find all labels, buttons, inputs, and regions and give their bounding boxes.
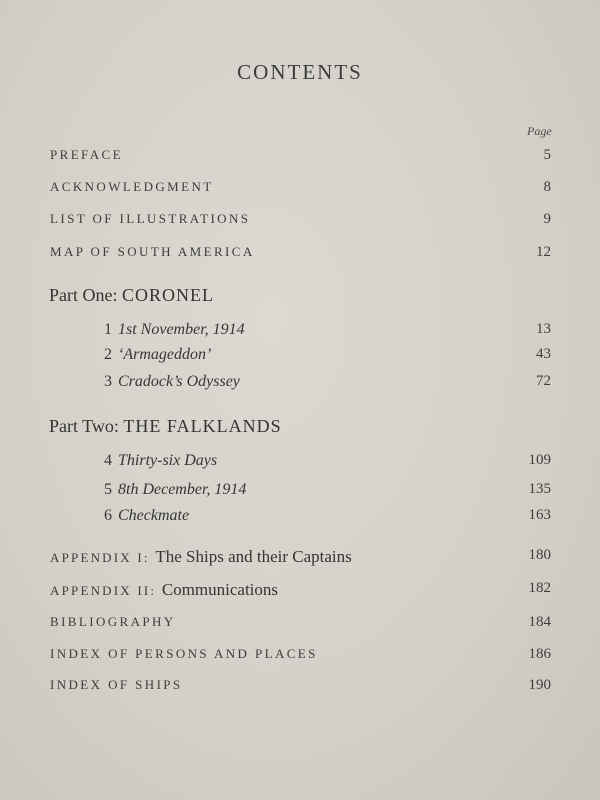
appendix-title: The Ships and their Captains [155, 547, 352, 566]
toc-entry-page: 180 [528, 547, 551, 563]
toc-entry-label: PREFACE [50, 147, 123, 162]
page-title: CONTENTS [237, 60, 363, 84]
toc-chapter-6[interactable] [0, 507, 600, 531]
part-name: CORONEL [121, 285, 214, 305]
chapter-number: 5 [104, 481, 112, 498]
toc-entry-page: 5 [543, 147, 551, 163]
toc-entry-page: 72 [536, 373, 551, 389]
toc-chapter-3[interactable] [0, 373, 600, 397]
chapter-title: Checkmate [118, 507, 190, 524]
toc-entry-page: 13 [536, 321, 551, 337]
chapter-number: 2 [104, 346, 112, 363]
toc-entry-list-of-illustrations[interactable] [0, 211, 600, 235]
toc-chapter-1[interactable] [0, 321, 600, 345]
toc-entry-page: 8 [543, 179, 551, 195]
toc-entry-page: 182 [528, 580, 551, 596]
chapter-number: 3 [104, 373, 112, 390]
appendix-label: APPENDIX I: [50, 550, 150, 565]
toc-entry-page: 109 [528, 452, 551, 468]
chapter-number: 6 [104, 507, 112, 524]
toc-entry-acknowledgment[interactable] [0, 179, 600, 203]
part-label: Part Two: [49, 416, 119, 436]
toc-entry-page: 12 [536, 244, 551, 260]
toc-entry-page: 186 [528, 646, 551, 662]
toc-entry-index-ships[interactable] [0, 677, 600, 701]
toc-entry-label: INDEX OF SHIPS [50, 677, 183, 692]
toc-entry-label: ACKNOWLEDGMENT [50, 179, 214, 194]
chapter-title: Thirty-six Days [118, 452, 218, 469]
chapter-number: 1 [104, 321, 112, 338]
toc-chapter-2[interactable] [0, 346, 600, 370]
toc-entry-page: 135 [528, 481, 551, 497]
toc-entry-map[interactable] [0, 244, 600, 268]
appendix-entry [50, 580, 278, 600]
chapter-title: 1st November, 1914 [118, 321, 245, 338]
toc-entry-label: BIBLIOGRAPHY [50, 614, 176, 629]
part-name: THE FALKLANDS [123, 416, 282, 436]
part-heading [49, 285, 214, 306]
appendix-entry [50, 547, 352, 567]
toc-entry-page: 43 [536, 346, 551, 362]
toc-chapter-4[interactable] [0, 452, 600, 476]
toc-entry-page: 184 [528, 614, 551, 630]
toc-entry-page: 163 [528, 507, 551, 523]
toc-entry-bibliography[interactable] [0, 614, 600, 638]
chapter-title: 8th December, 1914 [118, 481, 247, 498]
part-heading-one [0, 285, 600, 313]
chapter-title: ‘Armageddon’ [118, 346, 212, 363]
toc-entry-label: LIST OF ILLUSTRATIONS [50, 211, 251, 226]
part-heading [49, 416, 282, 437]
chapter-title: Cradock’s Odyssey [118, 373, 240, 390]
appendix-label: APPENDIX II: [50, 583, 157, 598]
chapter-number: 4 [104, 452, 112, 469]
toc-appendix-2[interactable] [0, 580, 600, 604]
toc-entry-label: INDEX OF PERSONS AND PLACES [50, 646, 318, 661]
toc-entry-page: 9 [543, 211, 551, 227]
part-label: Part One: [49, 285, 118, 305]
appendix-title: Communications [161, 580, 279, 599]
toc-entry-label: MAP OF SOUTH AMERICA [50, 244, 255, 259]
toc-entry-page: 190 [528, 677, 551, 693]
toc-entry-index-persons[interactable] [0, 646, 600, 670]
page-column-label: Page [527, 124, 552, 138]
part-heading-two [0, 416, 600, 444]
toc-entry-preface[interactable] [0, 147, 600, 171]
toc-chapter-5[interactable] [0, 481, 600, 505]
toc-appendix-1[interactable] [0, 547, 600, 571]
